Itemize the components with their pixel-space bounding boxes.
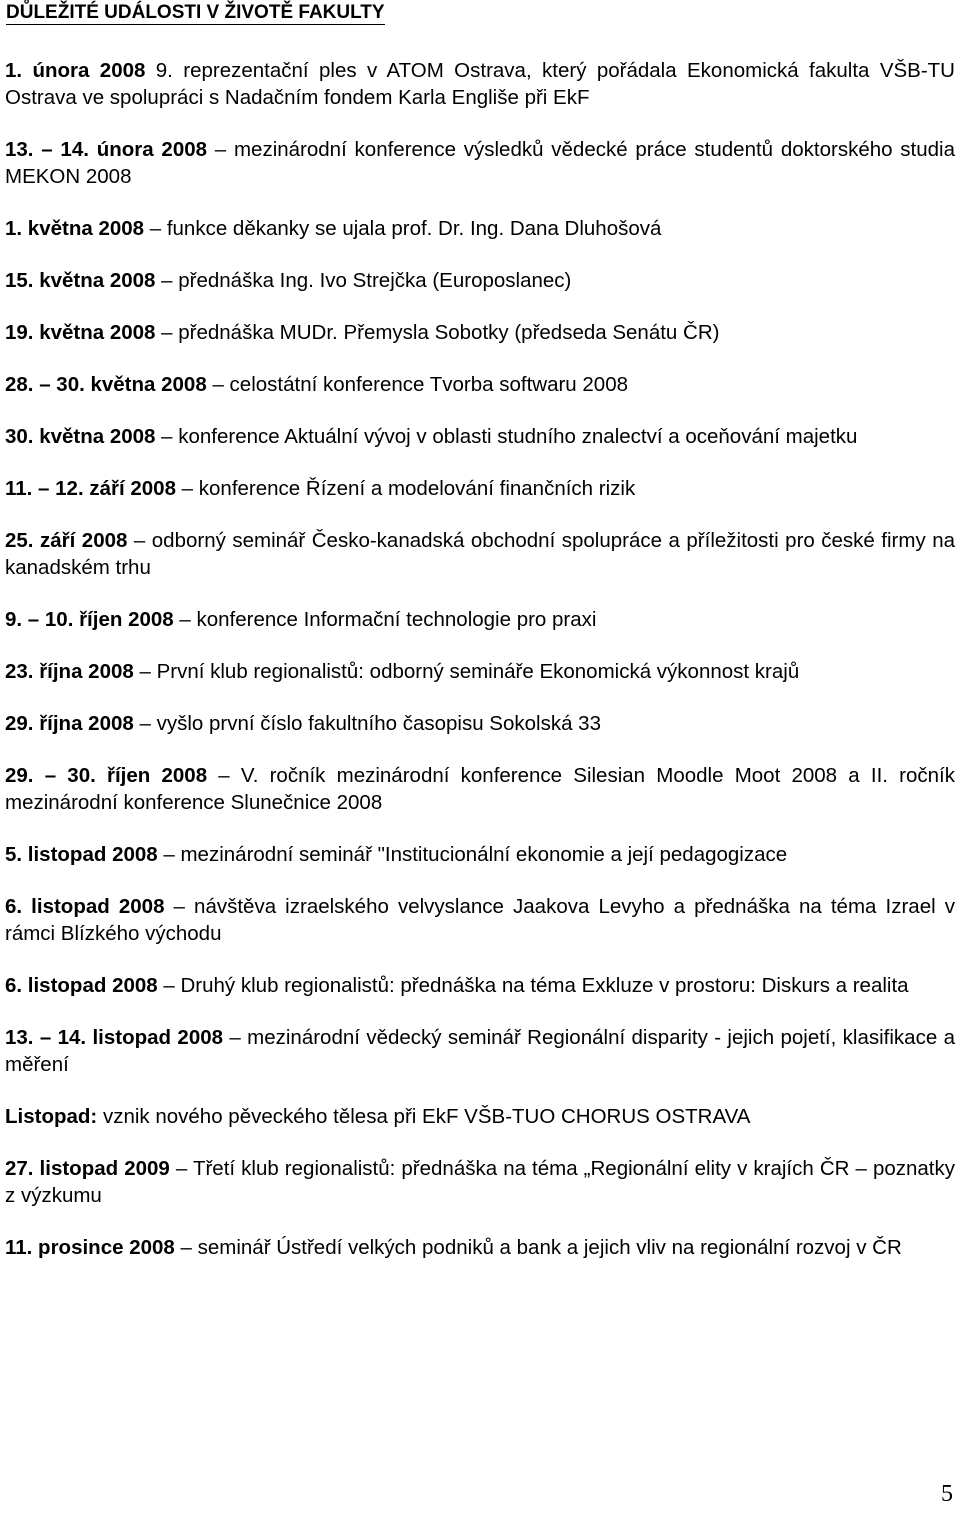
event-entry: [5, 527, 955, 581]
page-heading: DŮLEŽITÉ UDÁLOSTI V ŽIVOTĚ FAKULTY: [6, 2, 385, 23]
event-date: 19. května 2008: [5, 321, 156, 344]
event-entry: [5, 841, 955, 868]
event-text: – mezinárodní vědecký seminář Regionální disparity - jejich pojetí, klasifikace a měření: [5, 1026, 955, 1076]
event-date: 1. února 2008: [5, 59, 146, 82]
event-entry: [5, 658, 955, 685]
event-text: – Třetí klub regionalistů: přednáška na téma „Regionální elity v krajích ČR – poznatky z výzkumu: [5, 1157, 955, 1207]
event-date: 29. října 2008: [5, 712, 134, 735]
event-text: – První klub regionalistů: odborný semináře Ekonomická výkonnost krajů: [133, 660, 800, 683]
event-date: 6. listopad 2008: [5, 895, 165, 918]
event-entry: [5, 371, 955, 398]
event-text: – mezinárodní seminář "Institucionální ekonomie a její pedagogizace: [157, 843, 788, 866]
event-date: 6. listopad 2008: [5, 974, 158, 997]
event-entry: [5, 136, 955, 190]
page-number: 5: [941, 1481, 953, 1507]
event-text: – mezinárodní konference výsledků vědecké práce studentů doktorského studia MEKON 2008: [5, 138, 956, 188]
event-date: 9. – 10. říjen 2008: [5, 608, 174, 631]
event-date: 25. září 2008: [5, 529, 128, 552]
event-date: 23. října 2008: [5, 660, 134, 683]
event-date: 11. prosince 2008: [5, 1236, 175, 1259]
event-entry: [5, 423, 955, 450]
event-text: – V. ročník mezinárodní konference Silesian Moodle Moot 2008 a II. ročník mezinárodní konference Slunečnice 2008: [5, 764, 955, 814]
event-date: 15. května 2008: [5, 269, 156, 292]
event-date: 1. května 2008: [5, 217, 145, 240]
event-text: – konference Aktuální vývoj v oblasti studního znalectví a oceňování majetku: [155, 425, 858, 448]
event-text: vznik nového pěveckého tělesa při EkF VŠB-TUO CHORUS OSTRAVA: [97, 1105, 751, 1128]
event-text: – vyšlo první číslo fakultního časopisu Sokolská 33: [133, 712, 601, 735]
event-entry: [5, 710, 955, 737]
event-date: 29. – 30. říjen 2008: [5, 764, 208, 787]
event-entry: [5, 762, 955, 816]
event-date: Listopad:: [5, 1105, 98, 1128]
event-text: 9. reprezentační ples v ATOM Ostrava, který pořádala Ekonomická fakulta VŠB-TU Ostrava ve spolupráci s Nadačním fondem Karla Engliše při EkF: [5, 59, 955, 109]
event-text: – odborný seminář Česko-kanadská obchodní spolupráce a příležitosti pro české firmy na kanadském trhu: [5, 529, 955, 579]
event-entry: [5, 1155, 955, 1209]
event-entry: [5, 1024, 955, 1078]
event-date: 13. – 14. listopad 2008: [5, 1026, 224, 1049]
event-entry: [5, 57, 955, 111]
event-text: – Druhý klub regionalistů: přednáška na téma Exkluze v prostoru: Diskurs a realita: [157, 974, 909, 997]
event-date: 27. listopad 2009: [5, 1157, 170, 1180]
event-text: – konference Informační technologie pro praxi: [173, 608, 597, 631]
event-entry: [5, 319, 955, 346]
event-text: – návštěva izraelského velvyslance Jaakova Levyho a přednáška na téma Izrael v rámci Blízkého východu: [5, 895, 955, 945]
event-entry: [5, 972, 955, 999]
event-date: 30. května 2008: [5, 425, 156, 448]
event-entry: [5, 1103, 955, 1130]
event-date: 28. – 30. května 2008: [5, 373, 207, 396]
events-list: [5, 57, 955, 1286]
event-text: – konference Řízení a modelování finančních rizik: [175, 477, 636, 500]
event-date: 5. listopad 2008: [5, 843, 158, 866]
event-entry: [5, 267, 955, 294]
event-text: – přednáška Ing. Ivo Strejčka (Europoslanec): [155, 269, 572, 292]
event-text: – přednáška MUDr. Přemysla Sobotky (předseda Senátu ČR): [155, 321, 720, 344]
event-text: – funkce děkanky se ujala prof. Dr. Ing. Dana Dluhošová: [144, 217, 662, 240]
event-entry: [5, 893, 955, 947]
event-date: 11. – 12. září 2008: [5, 477, 176, 500]
event-entry: [5, 475, 955, 502]
event-text: – celostátní konference Tvorba softwaru 2008: [206, 373, 629, 396]
event-entry: [5, 1234, 955, 1261]
event-entry: [5, 215, 955, 242]
event-entry: [5, 606, 955, 633]
event-text: – seminář Ústředí velkých podniků a bank a jejich vliv na regionální rozvoj v ČR: [174, 1236, 902, 1259]
event-date: 13. – 14. února 2008: [5, 138, 208, 161]
